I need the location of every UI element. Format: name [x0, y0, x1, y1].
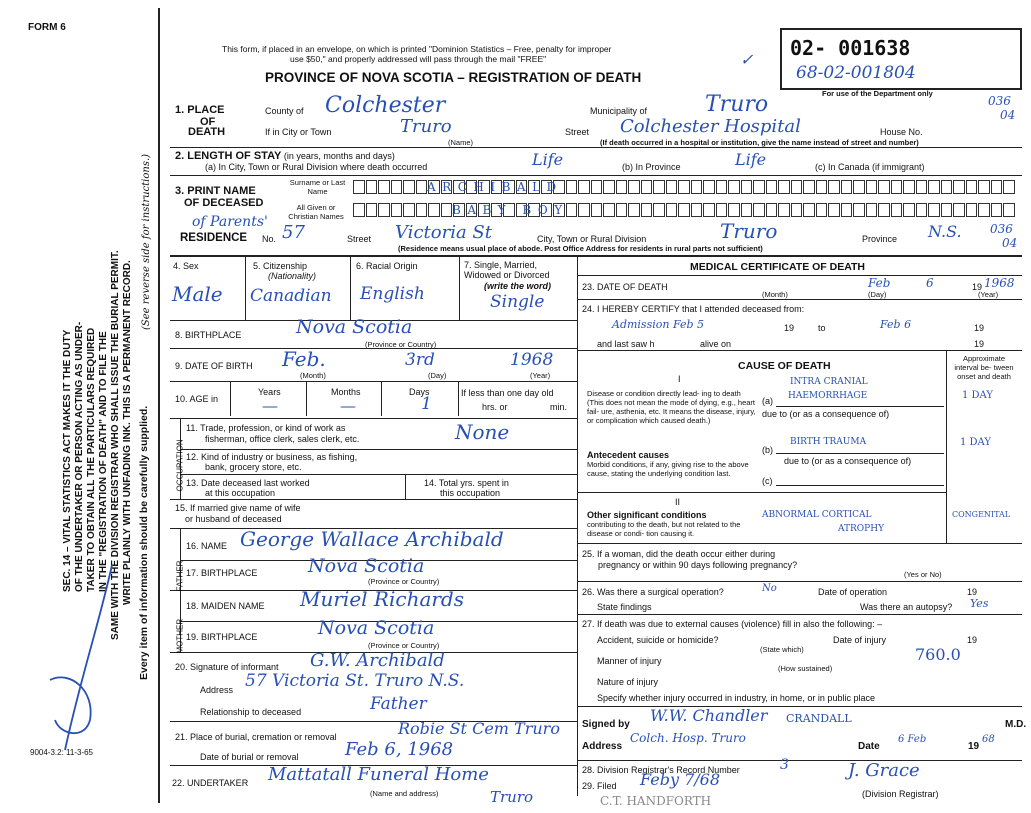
- col-div-3: [459, 256, 460, 320]
- marital-value: Single: [490, 292, 545, 312]
- mother-birthplace: Nova Scotia: [318, 617, 435, 639]
- col-div-2: [350, 256, 351, 320]
- q24-to-label: to: [818, 323, 826, 333]
- deceased-label-2: OF DECEASED: [184, 197, 264, 209]
- col-div-1: [245, 256, 246, 320]
- burial-value: Robie St Cem Truro: [398, 719, 560, 738]
- age-months-label: Months: [331, 387, 361, 397]
- birthplace-label: 8. BIRTHPLACE: [175, 330, 242, 340]
- undertaker-value: Mattatall Funeral Home: [268, 764, 489, 785]
- racial-label: 6. Racial Origin: [356, 261, 418, 271]
- burial-date-label: Date of burial or removal: [200, 752, 299, 762]
- signed-label: Signed by: [582, 719, 630, 730]
- r-rule-23: [578, 299, 1022, 300]
- rule-1: [170, 147, 1022, 148]
- rule-row15: [170, 499, 577, 500]
- informant-sig-label: 20. Signature of informant: [175, 662, 279, 672]
- q28-value: 3: [780, 757, 789, 773]
- cod-due-2: due to (or as a consequence of): [784, 456, 912, 466]
- roman-1: I: [678, 374, 681, 384]
- cod-b-label: (b): [762, 445, 773, 455]
- place-code-2: 04: [1000, 108, 1016, 122]
- residence-street-label: Street: [347, 234, 372, 244]
- registration-number-handwritten: 68-02-001804: [796, 63, 916, 83]
- cod-a-value-1: INTRA CRANIAL: [790, 377, 868, 387]
- name-caption: (Name): [448, 138, 474, 147]
- citizenship-value: Canadian: [250, 286, 332, 306]
- marital-sub: (write the word): [484, 281, 551, 291]
- dob-month-caption: (Month): [300, 371, 326, 380]
- cod-b-interval: 1 DAY: [960, 437, 991, 448]
- age-label: 10. AGE in: [175, 394, 219, 404]
- dob-label: 9. DATE OF BIRTH: [175, 361, 253, 371]
- other-label: Other significant conditions: [587, 510, 707, 520]
- col-div-14: [405, 474, 406, 499]
- surname-label: Surname or Last Name: [289, 178, 346, 196]
- occ12-line2: bank, grocery store, etc.: [205, 462, 302, 472]
- municipality-label: Municipality of: [590, 106, 648, 116]
- rule-2: [170, 175, 1022, 176]
- age-min-label: min.: [550, 402, 568, 412]
- q29-label: 29. Filed: [582, 781, 617, 791]
- residence-street: Victoria St: [395, 222, 492, 243]
- cod-a-label: (a): [762, 396, 773, 406]
- father-name-label: 16. NAME: [186, 541, 228, 551]
- q24-last-label: and last saw h: [597, 339, 655, 349]
- dob-day: 3rd: [405, 350, 435, 370]
- medical-title: MEDICAL CERTIFICATE OF DEATH: [690, 261, 865, 273]
- father-side-label: FATHER: [175, 560, 185, 592]
- side-line-3: TAKER TO OBTAIN ALL THE PARTICULARS REQUIRED: [86, 327, 97, 592]
- q25-line1: 25. If a woman, did the death occur either during: [582, 549, 776, 559]
- injury-date-label: Date of injury: [833, 635, 887, 645]
- residence-city: Truro: [720, 219, 778, 243]
- given-value: BABY BOY: [452, 203, 569, 217]
- cod-a-line: [776, 406, 944, 407]
- header-notice-1: This form, if placed in an envelope, on which is printed "Dominion Statistics – Free, penalty for improper: [222, 44, 612, 54]
- r-rule-title: [578, 275, 1022, 276]
- stay-b-label: (b) In Province: [622, 162, 681, 172]
- doctor-year-prefix: 19: [968, 741, 980, 752]
- residence-note: (Residence means usual place of abode. Post Office Address for residents in rural parts not sufficient): [398, 244, 763, 253]
- q26-label: 26. Was there a surgical operation?: [582, 587, 724, 597]
- nature-label: Nature of injury: [597, 677, 659, 687]
- state-which: (State which): [760, 645, 804, 654]
- q23-year: 1968: [984, 276, 1015, 290]
- father-birthplace-label: 17. BIRTHPLACE: [186, 568, 258, 578]
- check-mark: ✓: [740, 50, 754, 69]
- specify-label: Specify whether injury occurred in industry, in home, or in public place: [597, 693, 875, 703]
- registrar-signature: J. Grace: [848, 760, 920, 781]
- informant-sig: G.W. Archibald: [310, 650, 445, 671]
- q23-day: 6: [926, 276, 934, 290]
- cod-due-1: due to (or as a consequence of): [762, 409, 890, 419]
- undertaker-label: 22. UNDERTAKER: [172, 778, 249, 788]
- doctor-address: Colch. Hosp. Truro: [630, 731, 746, 745]
- q23-year-prefix: 19: [972, 282, 983, 292]
- q28-label: 28. Division Registrar's Record Number: [582, 765, 740, 775]
- q24-to-year: 19: [974, 323, 985, 333]
- occ11-value: None: [455, 420, 510, 444]
- registrar-caption: (Division Registrar): [862, 789, 939, 799]
- antecedent-label: Antecedent causes: [587, 450, 670, 460]
- doctor-date: 6 Feb: [898, 734, 927, 745]
- place-code: 036: [988, 94, 1011, 108]
- age-div-1: [306, 382, 307, 416]
- r-rule-cod: [578, 543, 1022, 544]
- dob-year-caption: (Year): [530, 371, 551, 380]
- cod-part-rule: [578, 492, 946, 493]
- age-days: 1: [421, 394, 432, 414]
- informant-address: 57 Victoria St. Truro N.S.: [245, 671, 465, 691]
- q27-year-prefix: 19: [967, 635, 978, 645]
- md-label: M.D.: [1005, 719, 1027, 730]
- occupation-side-label: OCCUPATION: [175, 439, 185, 492]
- undertaker-city: Truro: [490, 788, 534, 806]
- burial-date: Feb 6, 1968: [345, 739, 454, 760]
- maiden-name-label: 18. MAIDEN NAME: [186, 601, 265, 611]
- other-sub: contributing to the death, but not related to the disease or condi- tion causing it.: [587, 520, 741, 538]
- q25-line2: pregnancy or within 90 days following pregnancy?: [598, 560, 798, 570]
- rule-row11: [170, 418, 577, 419]
- municipality-value: Truro: [705, 92, 769, 117]
- q15-line1: 15. If married give name of wife: [175, 503, 301, 513]
- q24-from: Admission Feb 5: [612, 318, 705, 331]
- q23-label: 23. DATE OF DEATH: [582, 282, 668, 292]
- occ11-line2: fisherman, office clerk, sales clerk, etc.: [205, 434, 360, 444]
- side-line-6: WRITE PLAINLY WITH UNFADING INK. THIS IS A PERMANENT RECORD.: [122, 260, 133, 605]
- sex-label: 4. Sex: [173, 261, 199, 271]
- undertaker-caption: (Name and address): [370, 789, 439, 798]
- stay-a-value: Life: [532, 150, 564, 169]
- other-interval: CONGENITAL: [952, 510, 1011, 519]
- age-hrs-label: hrs. or: [482, 402, 508, 412]
- county-value: Colchester: [325, 93, 446, 118]
- age-less-label: If less than one day old: [461, 388, 554, 398]
- cod-a-value-2: HAEMORRHAGE: [788, 391, 868, 401]
- form-label: FORM 6: [28, 22, 66, 33]
- place-label-1: 1. PLACE: [175, 104, 225, 116]
- q25-caption: (Yes or No): [904, 570, 942, 579]
- side-line-2: OF THE UNDERTAKER OR PERSON ACTING AS UNDER-: [74, 321, 85, 592]
- q24-alive-label: alive on: [700, 339, 732, 349]
- relationship-value: Father: [370, 694, 427, 714]
- signature-scrawl: [40, 560, 130, 760]
- q26-value: No: [762, 583, 777, 594]
- maiden-name: Muriel Richards: [300, 587, 464, 611]
- residence-no: 57: [282, 222, 305, 243]
- racial-value: English: [360, 284, 425, 304]
- manner-label: Manner of injury: [597, 656, 662, 666]
- residence-province-label: Province: [862, 234, 898, 244]
- roman-2: II: [675, 497, 681, 507]
- other-value-1: ABNORMAL CORTICAL: [762, 510, 872, 520]
- autopsy-value: Yes: [970, 597, 989, 610]
- father-bp-caption: (Province or Country): [368, 577, 440, 586]
- place-label-2: OF: [200, 116, 216, 128]
- citizenship-sub: (Nationality): [268, 271, 317, 281]
- rule-row12: [180, 449, 577, 450]
- mother-birthplace-label: 19. BIRTHPLACE: [186, 632, 258, 642]
- cod-c-label: (c): [762, 476, 773, 486]
- stay-sub: (in years, months and days): [283, 151, 395, 161]
- q24-from-year: 19: [784, 323, 795, 333]
- dob-month: Feb.: [282, 347, 326, 371]
- dob-day-caption: (Day): [428, 371, 447, 380]
- q27-label: 27. If death was due to external causes (violence) fill in also the following: –: [582, 619, 883, 629]
- dob-year: 1968: [510, 350, 554, 370]
- residence-city-label: City, Town or Rural Division: [537, 234, 647, 244]
- doctor-date-label: Date: [858, 741, 880, 752]
- occ12-line1: 12. Kind of industry or business, as fishing,: [186, 452, 358, 462]
- age-days-label: Days: [409, 387, 430, 397]
- signed-print: CRANDALL: [786, 712, 852, 725]
- age-div-2: [381, 382, 382, 416]
- code-760: 760.0: [915, 645, 961, 664]
- residence-code: 036: [990, 222, 1013, 236]
- age-years: —: [262, 396, 278, 415]
- accident-label: Accident, suicide or homicide?: [597, 635, 719, 645]
- relationship-label: Relationship to deceased: [200, 707, 302, 717]
- surname-value: ARCHIBALD: [427, 180, 563, 194]
- rule-row13: [180, 474, 577, 475]
- cod-c-line: [776, 485, 944, 486]
- burial-label: 21. Place of burial, cremation or removal: [175, 732, 337, 742]
- of-parents: of Parents': [192, 214, 268, 230]
- disease-label: Disease or condition directly lead- ing to death (This does not mean the mode of dying, e.g., heart fail- ure, asthenia, etc. It means the disease, injury, or complication which caused death.): [587, 389, 756, 425]
- r-rule-26: [578, 614, 1022, 615]
- q23-day-caption: (Day): [868, 290, 887, 299]
- side-line-4: IN THE "REGISTRATION OF DEATH" AND TO FILE THE: [98, 331, 109, 592]
- residence-province: N.S.: [928, 222, 962, 241]
- q24-alive-year: 19: [974, 339, 985, 349]
- informant-address-label: Address: [200, 685, 234, 695]
- q23-month: Feb: [868, 276, 891, 290]
- street-value: Colchester Hospital: [620, 116, 801, 137]
- residence-no-label: No.: [262, 234, 277, 244]
- occ13-line1: 13. Date deceased last worked: [186, 478, 310, 488]
- occ11-line1: 11. Trade, profession, or kind of work as: [186, 423, 346, 433]
- cod-title: CAUSE OF DEATH: [738, 360, 831, 372]
- residence-code-2: 04: [1002, 236, 1018, 250]
- side-line-7: Every item of information should be carefully supplied.: [138, 405, 150, 680]
- stay-label: 2. LENGTH OF STAY: [175, 150, 282, 162]
- occ14-line1: 14. Total yrs. spent in: [424, 478, 509, 488]
- stay-b-value: Life: [735, 150, 767, 169]
- q26-date-label: Date of operation: [818, 587, 888, 597]
- place-label-3: DEATH: [188, 126, 226, 138]
- interval-col: [946, 350, 947, 543]
- r-rule-sig: [578, 760, 1022, 761]
- side-line-5: SAME WITH THE DIVISION REGISTRAR WHO SHALL ISSUE THE BURIAL PERMIT.: [110, 250, 121, 640]
- header-notice-2: use $50," and properly addressed will pass through the mail "FREE": [290, 54, 547, 64]
- doctor-year: 68: [982, 734, 995, 745]
- stay-c-label: (c) In Canada (if immigrant): [815, 162, 925, 172]
- age-months: —: [340, 396, 356, 415]
- cod-b-value: BIRTH TRAUMA: [790, 437, 867, 447]
- rule-3: [170, 255, 1022, 257]
- father-name: George Wallace Archibald: [240, 527, 504, 551]
- residence-label: RESIDENCE: [180, 232, 248, 244]
- mother-bp-caption: (Province or Country): [368, 641, 440, 650]
- mother-side-label: MOTHER: [175, 618, 185, 654]
- interval-head: Approximate interval be- tween onset and death: [954, 354, 1014, 381]
- form-code: 9004-3.2: 11-3-65: [30, 748, 94, 757]
- q24-label: 24. I HEREBY CERTIFY that I attended deceased from:: [582, 304, 805, 314]
- registration-number-box: [780, 28, 1022, 90]
- q23-month-caption: (Month): [762, 290, 788, 299]
- left-margin-line: [158, 8, 160, 803]
- q15-line2: or husband of deceased: [185, 514, 282, 524]
- how-caption: (How sustained): [778, 664, 833, 673]
- birthplace-caption: (Province or Country): [365, 340, 437, 349]
- signed-value: W.W. Chandler: [650, 706, 768, 725]
- side-line-1: SEC. 14 – VITAL STATISTICS ACT MAKES IT THE DUTY: [62, 329, 73, 592]
- place-note: (If death occurred in a hospital or institution, give the name instead of street and number): [600, 138, 919, 147]
- registration-number: 02- 001638: [790, 36, 911, 60]
- r-rule-27: [578, 706, 1022, 707]
- age-years-label: Years: [258, 387, 281, 397]
- state-findings: State findings: [597, 602, 652, 612]
- doctor-address-label: Address: [582, 741, 623, 752]
- city-label: If in City or Town: [265, 127, 332, 137]
- other-value-2: ATROPHY: [838, 524, 885, 534]
- cod-b-line: [776, 453, 944, 454]
- q29-value: Feby 7/68: [640, 770, 720, 789]
- birthplace-value: Nova Scotia: [296, 316, 413, 338]
- deceased-label-1: 3. PRINT NAME: [175, 185, 256, 197]
- q26-year-prefix: 19: [967, 587, 978, 597]
- house-label: House No.: [880, 127, 923, 137]
- citizenship-label: 5. Citizenship: [253, 261, 308, 271]
- occ14-line2: this occupation: [440, 488, 501, 498]
- q23-year-caption: (Year): [978, 290, 999, 299]
- father-birthplace: Nova Scotia: [308, 555, 425, 577]
- street-label: Street: [565, 127, 590, 137]
- autopsy-label: Was there an autopsy?: [860, 602, 953, 612]
- city-value: Truro: [400, 116, 452, 137]
- cod-a-interval: 1 DAY: [962, 390, 993, 401]
- stay-a-label: (a) In City, Town or Rural Division where death occurred: [205, 162, 428, 172]
- occ13-line2: at this occupation: [205, 488, 276, 498]
- r-rule-25: [578, 581, 1022, 582]
- r-rule-24: [578, 350, 1022, 351]
- antecedent-sub: Morbid conditions, if any, giving rise to the above cause, stating the underlying condition last.: [587, 460, 749, 478]
- form-title: PROVINCE OF NOVA SCOTIA – REGISTRATION OF DEATH: [265, 70, 642, 85]
- center-divider: [577, 256, 578, 796]
- given-label: All Given or Christian Names: [288, 203, 344, 221]
- q24-to: Feb 6: [880, 318, 912, 331]
- sex-value: Male: [172, 282, 223, 306]
- registrar-stamp: C.T. HANDFORTH: [600, 794, 712, 808]
- marital-label: 7. Single, Married, Widowed or Divorced: [464, 260, 550, 280]
- county-label: County of: [265, 106, 304, 116]
- side-line-8: (See reverse side for instructions.): [141, 153, 152, 330]
- dept-use-note: For use of the Department only: [822, 89, 933, 98]
